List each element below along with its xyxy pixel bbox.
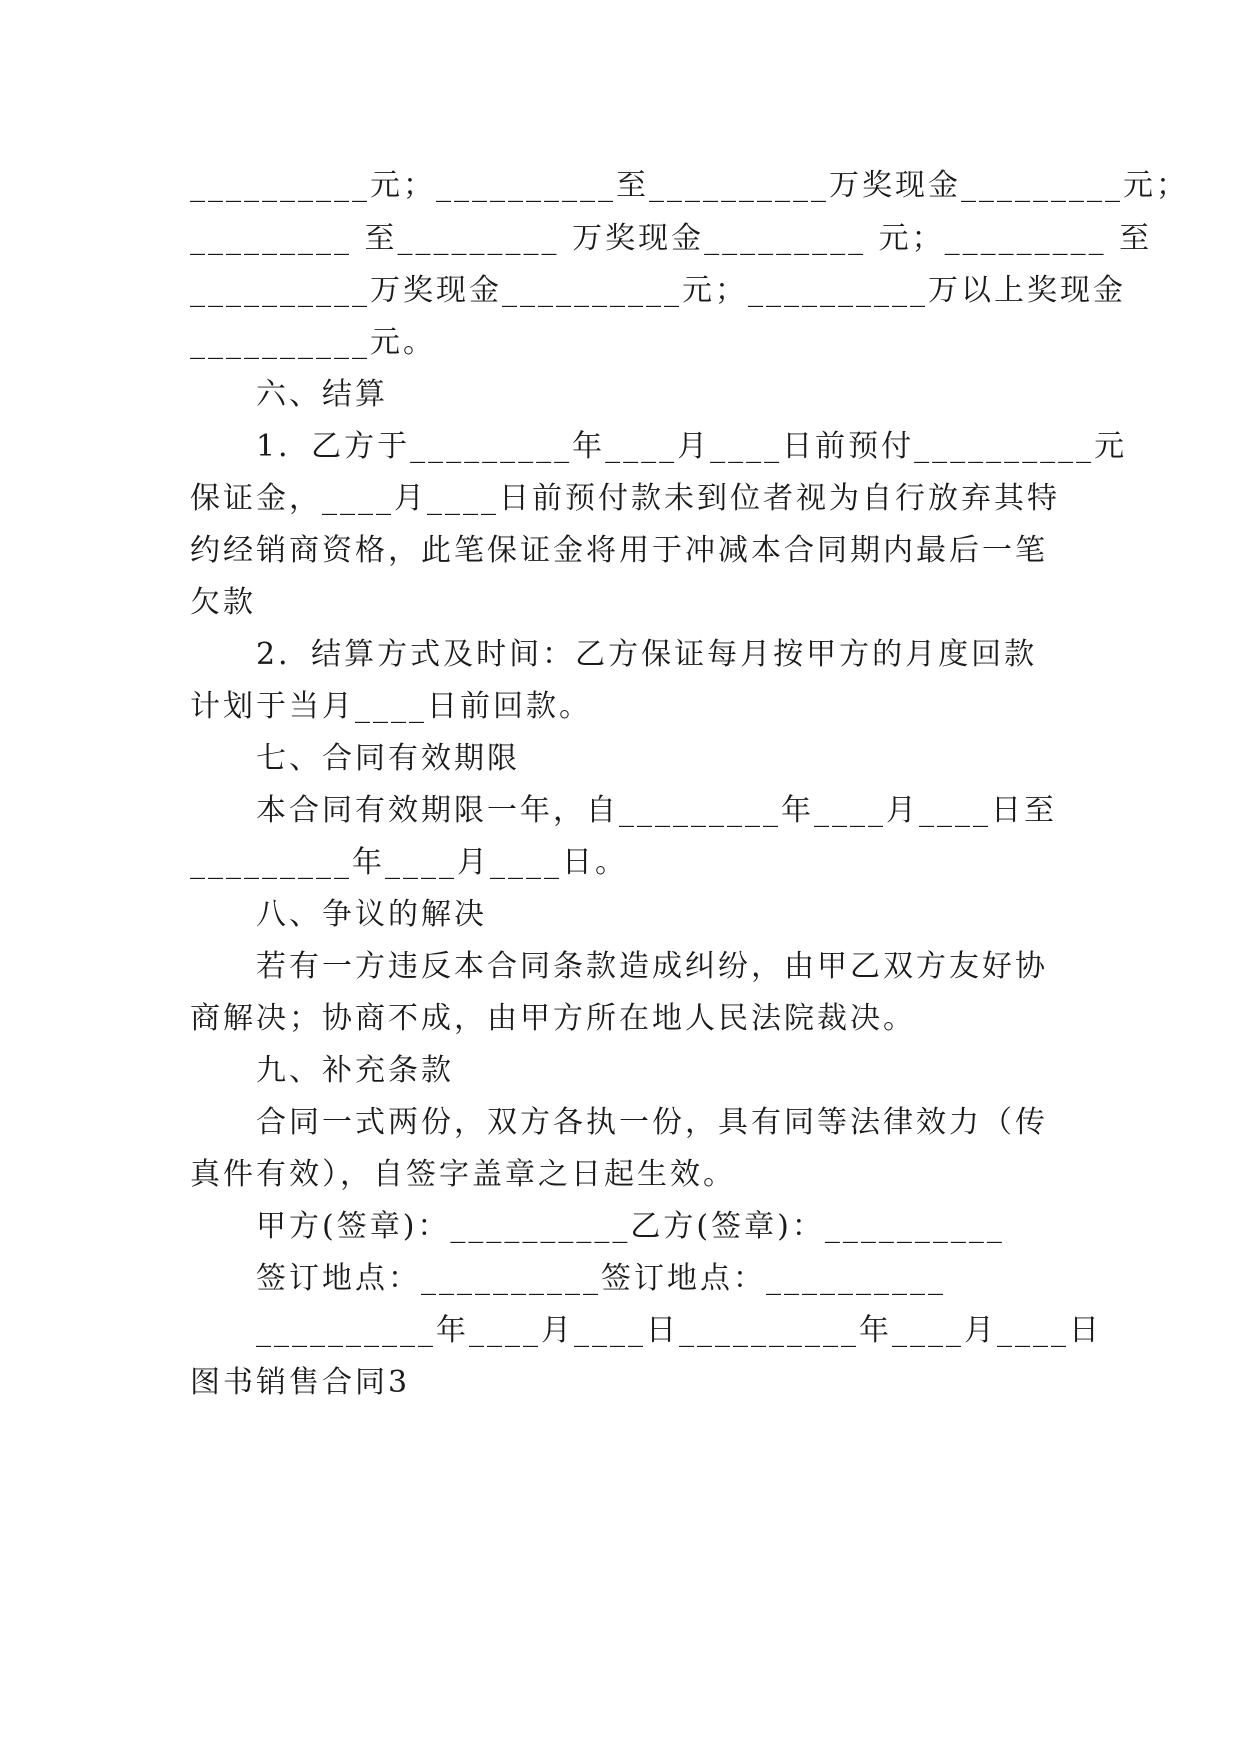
supplementary-clause-line-2: 真件有效），自签字盖章之日起生效。 <box>190 1157 736 1192</box>
term-clause-line-1: 本合同有效期限一年，自_________年____月____日至 <box>256 793 1057 828</box>
supplementary-clause-line-1: 合同一式两份，双方各执一份，具有同等法律效力（传 <box>256 1105 1048 1140</box>
settlement-clause-2-line-2: 计划于当月____日前回款。 <box>190 689 592 724</box>
term-clause-line-2: _________年____月____日。 <box>190 845 628 880</box>
settlement-clause-1-line-2: 保证金，____月____日前预付款未到位者视为自行放弃其特 <box>190 481 1060 516</box>
next-contract-title: 图书销售合同3 <box>190 1365 411 1400</box>
section-heading-supplementary: 九、补充条款 <box>256 1053 454 1088</box>
settlement-clause-1-line-3: 约经销商资格，此笔保证金将用于冲减本合同期内最后一笔 <box>190 533 1048 568</box>
prize-tier-line-2: _________ 至_________ 万奖现金_________ 元；_________ 至 <box>190 221 1153 256</box>
prize-tier-line-1: __________元；__________至__________万奖现金_________元； <box>190 168 1189 203</box>
prize-tier-line-3: __________万奖现金__________元；__________万以上奖现金 <box>190 273 1126 308</box>
section-heading-dispute: 八、争议的解决 <box>256 897 487 932</box>
signing-date-line: __________年____月____日__________年____月____日 <box>256 1313 1102 1348</box>
settlement-clause-1-line-4: 欠款 <box>190 585 256 620</box>
settlement-clause-2-line-1: 2．结算方式及时间：乙方保证每月按甲方的月度回款 <box>256 637 1038 672</box>
signature-line: 甲方(签章)：__________乙方(签章)：__________ <box>256 1209 1005 1244</box>
section-heading-settlement: 六、结算 <box>256 377 388 412</box>
dispute-clause-line-1: 若有一方违反本合同条款造成纠纷，由甲乙双方友好协 <box>256 949 1048 984</box>
prize-tier-line-4: __________元。 <box>190 325 436 360</box>
section-heading-term: 七、合同有效期限 <box>256 741 520 776</box>
settlement-clause-1-line-1: 1．乙方于_________年____月____日前预付__________元 <box>256 429 1128 464</box>
signing-place-line: 签订地点：__________签订地点：__________ <box>256 1261 946 1296</box>
dispute-clause-line-2: 商解决；协商不成，由甲方所在地人民法院裁决。 <box>190 1001 916 1036</box>
